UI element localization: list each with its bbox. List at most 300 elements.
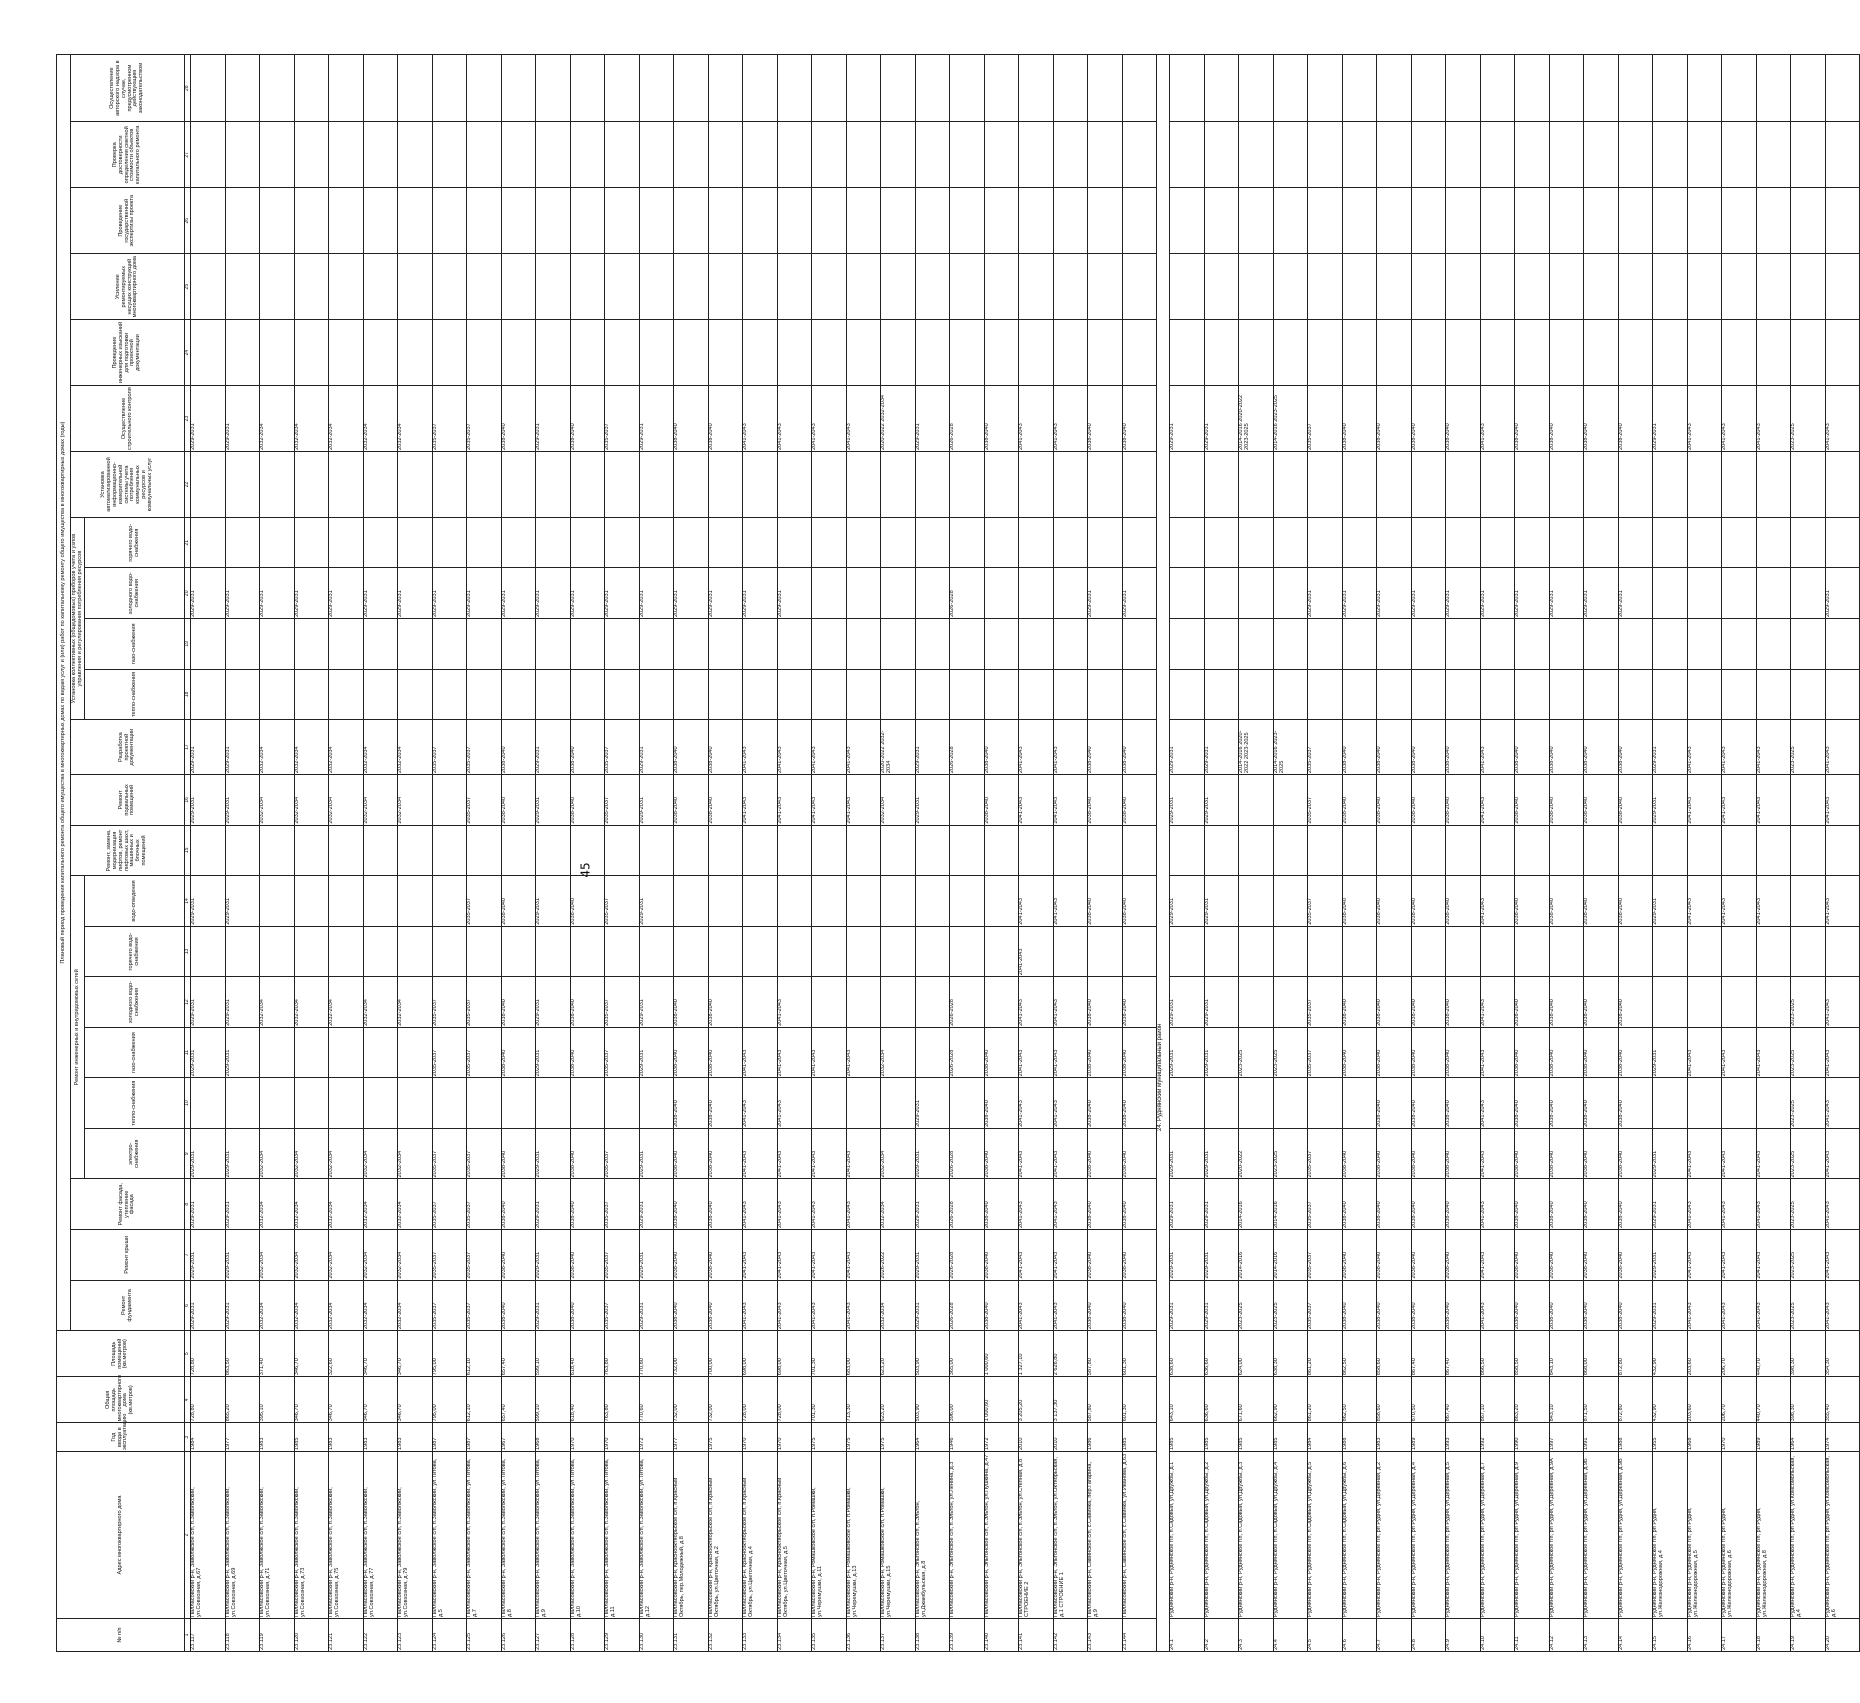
cell-c7: 2029-2031 [1170,1230,1205,1281]
cell-c9: 2038-2040 [1584,1128,1619,1179]
cell-c12: 2038-2040 [570,977,605,1028]
cell-c14 [881,876,916,927]
header-networks: Ремонт инженерных и внутридомовых сетей [71,876,85,1179]
cell-total: 3 205,20 [1019,1377,1054,1423]
cell-no: 23.128 [570,1619,605,1652]
cell-c23: 2038-2040 [1584,386,1619,452]
cell-c10 [225,1078,260,1129]
cell-c12: 2029-2031 [536,977,571,1028]
cell-c6: 2041-2043 [1019,1280,1054,1331]
column-number: 21 [185,517,191,568]
cell-c18 [777,669,812,720]
column-number: 18 [185,669,191,720]
cell-c16: 2032-2034 [260,775,295,826]
page-number: 45 [578,862,593,878]
cell-c13 [743,926,778,977]
cell-c21 [950,517,985,568]
table-row [1170,55,1205,1652]
cell-c27 [1584,122,1619,188]
cell-c27 [1722,122,1757,188]
cell-c9: 2041-2043 [846,1128,881,1179]
cell-c14: 2038-2040 [1618,876,1653,927]
cell-c6: 2029-2031 [915,1280,950,1331]
cell-c9: 2041-2043 [743,1128,778,1179]
cell-c24 [1756,320,1791,386]
cell-c25 [536,254,571,320]
cell-c24 [605,320,640,386]
cell-addr: Палласовский р-н, Ромашковское с/п, п.Ромашки, ул.Черемушки, д.11 [812,1451,847,1618]
cell-c6: 2041-2043 [777,1280,812,1331]
cell-c28 [1722,55,1757,122]
cell-c13 [398,926,433,977]
cell-c10 [1653,1078,1688,1129]
cell-c26 [1342,188,1377,254]
cell-c13 [1653,926,1688,977]
table-row [225,55,260,1652]
cell-c21 [1825,517,1860,568]
cell-c10 [1687,1078,1722,1129]
cell-c8: 2038-2040 [1515,1179,1550,1230]
cell-c21 [570,517,605,568]
cell-c22 [1791,452,1826,518]
cell-year: 1988 [1618,1423,1653,1452]
cell-c27 [984,122,1019,188]
cell-no: 24.20 [1825,1619,1860,1652]
cell-c22 [984,452,1019,518]
cell-c15 [1653,825,1688,876]
cell-c13: 2041-2043 [1019,926,1054,977]
cell-c8: 2032-2034 [260,1179,295,1230]
cell-addr: Палласовский р-н, Заволжское с/п, п.Заволжский, ул.Титова, д.5 [432,1451,467,1618]
cell-c25 [1480,254,1515,320]
cell-c20 [1239,568,1274,619]
cell-c27 [260,122,295,188]
column-number: 9 [185,1128,191,1179]
table-row [1618,55,1653,1652]
cell-c20: 2029-2031 [570,568,605,619]
header-m-hot: горячего водо-снабжения [85,517,185,568]
cell-c24 [432,320,467,386]
cell-total: 657,40 [501,1377,536,1423]
cell-c23: 2041-2043 [1053,386,1088,452]
cell-total: 601,30 [1122,1377,1157,1423]
cell-c14: 2029-2031 [225,876,260,927]
column-number: 7 [185,1230,191,1281]
cell-c6: 2038-2040 [984,1280,1019,1331]
table-row [1239,55,1274,1652]
cell-c18 [536,669,571,720]
header-cold: холодного водо-снабжения [85,977,185,1028]
cell-c28 [777,55,812,122]
cell-c6: 2032-2034 [294,1280,329,1331]
cell-c20: 2029-2031 [1088,568,1123,619]
cell-c7: 2038-2040 [674,1230,709,1281]
cell-c14 [398,876,433,927]
cell-c27 [1308,122,1343,188]
cell-c25 [1053,254,1088,320]
cell-c13 [225,926,260,977]
cell-c7: 2014-2016 [1273,1230,1308,1281]
cell-no: 23.126 [501,1619,536,1652]
cell-area: 700,00 [708,1331,743,1377]
cell-c25 [1584,254,1619,320]
cell-c14: 2041-2043 [1687,876,1722,927]
cell-c15 [1756,825,1791,876]
cell-c11: 2038-2040 [1446,1027,1481,1078]
cell-c15 [1480,825,1515,876]
cell-c21 [743,517,778,568]
cell-c15 [846,825,881,876]
cell-c28 [846,55,881,122]
table-row [1756,55,1791,1652]
cell-c17: 2041-2043 [1722,720,1757,775]
cell-c7: 2029-2031 [191,1230,226,1281]
cell-total: 503,90 [915,1377,950,1423]
cell-c27 [501,122,536,188]
cell-c17: 2038-2040 [1549,720,1584,775]
cell-c9: 2032-2034 [398,1128,433,1179]
table-row [191,55,226,1652]
cell-c11: 2038-2040 [501,1027,536,1078]
cell-c10 [1756,1078,1791,1129]
table-row [501,55,536,1652]
cell-c26 [1170,188,1205,254]
cell-c24 [1053,320,1088,386]
cell-c27 [467,122,502,188]
cell-c18 [881,669,916,720]
section-row [1157,55,1170,1652]
cell-c21 [536,517,571,568]
cell-year: 1964 [1791,1423,1826,1452]
cell-addr: Руднянский р-н, Руднянское г/п, рп Рудня, ул.Комсомольская, д.4 [1791,1451,1826,1618]
cell-c11: 2041-2043 [812,1027,847,1078]
cell-c22 [1411,452,1446,518]
cell-c15 [1088,825,1123,876]
cell-c18 [1687,669,1722,720]
cell-c23: 2041-2043 [846,386,881,452]
cell-c21 [1122,517,1157,568]
cell-addr: Палласовский р-н, Савинское с/п, с.Савинка, ул.Иванова, д.63 [1122,1451,1157,1618]
cell-c6: 2038-2040 [674,1280,709,1331]
cell-c23: 2035-2037 [1308,386,1343,452]
cell-c28 [1019,55,1054,122]
cell-c22 [329,452,364,518]
cell-c14 [329,876,364,927]
cell-c15 [1411,825,1446,876]
cell-c27 [294,122,329,188]
cell-c26 [1756,188,1791,254]
cell-c23: 2029-2031 [191,386,226,452]
cell-c17: 2038-2040 [984,720,1019,775]
cell-c25 [605,254,640,320]
cell-year: 1975 [846,1423,881,1452]
cell-c21 [1687,517,1722,568]
cell-c21 [432,517,467,568]
cell-c12: 2029-2031 [1204,977,1239,1028]
cell-c22 [1239,452,1274,518]
cell-c22 [1480,452,1515,518]
cell-c16: 2032-2034 [294,775,329,826]
cell-c20: 2029-2031 [674,568,709,619]
table-row [432,55,467,1652]
cell-addr: Палласовский р-н, Заволжское с/п, п.Заволжский, ул.Совхозная, д.73 [294,1451,329,1618]
cell-c11: 2038-2040 [1549,1027,1584,1078]
cell-c9: 2029-2031 [1170,1128,1205,1179]
cell-c22 [363,452,398,518]
cell-no: 23.138 [915,1619,950,1652]
cell-c28 [1446,55,1481,122]
cell-c9: 2029-2031 [191,1128,226,1179]
cell-c22 [743,452,778,518]
cell-c24 [260,320,295,386]
cell-c23: 2029-2031 [639,386,674,452]
section-title: 24. Руднянский муниципальный район [1157,55,1170,1652]
cell-c7: 2032-2034 [363,1230,398,1281]
cell-c20 [1053,568,1088,619]
cell-c28 [1515,55,1550,122]
cell-c8: 2041-2043 [1687,1179,1722,1230]
column-number: 17 [185,720,191,775]
cell-c26 [1515,188,1550,254]
cell-c21 [1791,517,1826,568]
cell-c27 [191,122,226,188]
cell-c18 [950,669,985,720]
cell-c7: 2041-2043 [1019,1230,1054,1281]
cell-c11: 2029-2031 [1653,1027,1688,1078]
cell-c27 [1239,122,1274,188]
cell-c10: 2038-2040 [984,1078,1019,1129]
cell-c9: 2041-2043 [812,1128,847,1179]
cell-c20 [846,568,881,619]
cell-c12: 2032-2034 [260,977,295,1028]
cell-c10: 2038-2040 [1549,1078,1584,1129]
cell-c25 [777,254,812,320]
cell-year: 1990 [1515,1423,1550,1452]
cell-c11: 2029-2031 [536,1027,571,1078]
cell-addr: Руднянский р-н, Руднянское г/п, п.Садовый, ул.Дружбы, д.1 [1170,1451,1205,1618]
cell-c28 [812,55,847,122]
cell-c15 [225,825,260,876]
header-total-area: Общая площадь многоквартирного дома (кв.метров) [57,1377,185,1423]
cell-c27 [1170,122,1205,188]
cell-c22 [467,452,502,518]
column-number: 20 [185,568,191,619]
cell-c20: 2029-2031 [708,568,743,619]
cell-year: 1992 [1480,1423,1515,1452]
cell-c24 [1653,320,1688,386]
cell-c24 [1722,320,1757,386]
cell-c19 [777,619,812,670]
cell-c11: 2038-2040 [1122,1027,1157,1078]
cell-area: 867,40 [1411,1331,1446,1377]
cell-c10 [501,1078,536,1129]
cell-c28 [1377,55,1412,122]
cell-c8: 2029-2031 [1653,1179,1688,1230]
cell-c27 [812,122,847,188]
cell-c9: 2038-2040 [1549,1128,1584,1179]
cell-c16: 2035-2037 [1308,775,1343,826]
cell-no: 23.137 [881,1619,916,1652]
cell-c21 [846,517,881,568]
cell-c19 [225,619,260,670]
cell-c27 [1653,122,1688,188]
cell-c19 [881,619,916,670]
cell-area: 858,50 [1515,1331,1550,1377]
cell-c19 [1411,619,1446,670]
cell-c14 [260,876,295,927]
cell-c26 [1088,188,1123,254]
table-row [1088,55,1123,1652]
cell-c6: 2038-2040 [1584,1280,1619,1331]
cell-c26 [846,188,881,254]
table-row [1584,55,1619,1652]
cell-total: 728,80 [191,1377,226,1423]
cell-area: 638,60 [1170,1331,1205,1377]
cell-c12: 2026-2028 [950,977,985,1028]
cell-c19 [846,619,881,670]
cell-c28 [1122,55,1157,122]
cell-c7: 2038-2040 [1122,1230,1157,1281]
cell-c15 [398,825,433,876]
cell-c10: 2041-2043 [1480,1078,1515,1129]
cell-c26 [743,188,778,254]
cell-c18 [1791,669,1826,720]
cell-c12: 2032-2034 [363,977,398,1028]
cell-c28 [915,55,950,122]
cell-c27 [950,122,985,188]
column-number: 15 [185,825,191,876]
cell-year: 1997 [1549,1423,1584,1452]
cell-area: 354,30 [1825,1331,1860,1377]
cell-c11: 2038-2040 [1411,1027,1446,1078]
cell-c11: 2038-2040 [1515,1027,1550,1078]
cell-c23: 2038-2040 [674,386,709,452]
cell-c18 [1204,669,1239,720]
cell-c18 [1756,669,1791,720]
cell-c11: 2041-2043 [777,1027,812,1078]
header-roof: Ремонт крыши [71,1230,185,1281]
cell-c10: 2041-2043 [1019,1078,1054,1129]
cell-c15 [812,825,847,876]
cell-c25 [1756,254,1791,320]
cell-c28 [1053,55,1088,122]
cell-total: 728,00 [743,1377,778,1423]
cell-c17: 2029-2031 [1653,720,1688,775]
cell-c21 [1088,517,1123,568]
cell-c15 [777,825,812,876]
cell-c10 [260,1078,295,1129]
cell-c6: 2029-2031 [639,1280,674,1331]
cell-c21 [225,517,260,568]
cell-c13 [191,926,226,977]
cell-c22 [1308,452,1343,518]
cell-c26 [1722,188,1757,254]
cell-c26 [1480,188,1515,254]
cell-total: 795,00 [432,1377,467,1423]
cell-c16: 2038-2040 [1549,775,1584,826]
cell-area: 599,10 [536,1331,571,1377]
cell-c9: 2023-2025 [1273,1128,1308,1179]
cell-c7: 2035-2037 [467,1230,502,1281]
cell-c6: 2038-2040 [570,1280,605,1331]
cell-c21 [777,517,812,568]
cell-c10 [1239,1078,1274,1129]
cell-c23: 2041-2043 [1756,386,1791,452]
cell-addr: Руднянский р-н, Руднянское г/п, п.Садовый, ул.Дружбы, д.3 [1239,1451,1274,1618]
cell-c11: 2038-2040 [708,1027,743,1078]
cell-no: 23.125 [467,1619,502,1652]
cell-c6: 2023-2025 [1791,1280,1826,1331]
column-number: 1 [185,1619,191,1652]
cell-c16: 2032-2034 [881,775,916,826]
cell-c18 [1515,669,1550,720]
cell-c12: 2041-2043 [777,977,812,1028]
cell-c11: 2038-2040 [1584,1027,1619,1078]
cell-c21 [1756,517,1791,568]
cell-year: 1977 [674,1423,709,1452]
cell-c24 [1515,320,1550,386]
cell-c12: 2023-2025 [1791,977,1826,1028]
cell-c9: 2026-2028 [950,1128,985,1179]
header-lift: Ремонт, замена, модернизация лифтов, ремонт лифтовых шахт, машинных и блочных помещений [71,825,185,876]
cell-no: 23.122 [363,1619,398,1652]
column-number: 23 [185,386,191,452]
cell-year: 1991 [1584,1423,1619,1452]
cell-c22 [1273,452,1308,518]
cell-c19 [812,619,847,670]
cell-c18 [467,669,502,720]
cell-c25 [1377,254,1412,320]
cell-c22 [1088,452,1123,518]
cell-area: 683,00 [846,1331,881,1377]
cell-c10: 2041-2043 [743,1078,778,1129]
cell-c16: 2032-2034 [398,775,433,826]
cell-c22 [915,452,950,518]
cell-c14 [1273,876,1308,927]
cell-c20: 2029-2031 [1122,568,1157,619]
cell-c17: 2029-2031 [191,720,226,775]
cell-c16: 2029-2031 [639,775,674,826]
header-address: Адрес многоквартирного дома [57,1451,185,1618]
cell-c17: 2041-2043 [1480,720,1515,775]
cell-no: 23.121 [329,1619,364,1652]
cell-year: 1993 [1446,1423,1481,1452]
cell-c18 [605,669,640,720]
cell-c15 [363,825,398,876]
cell-c25 [1825,254,1860,320]
cell-c10 [432,1078,467,1129]
cell-area: 770,80 [639,1331,674,1377]
cell-addr: Руднянский р-н, Руднянское г/п, п.Садовый, ул.Дружбы, д.5 [1308,1451,1343,1618]
cell-c12: 2041-2043 [1053,977,1088,1028]
cell-no: 23.120 [294,1619,329,1652]
cell-c17: 2038-2040 [708,720,743,775]
cell-c12: 2038-2040 [1549,977,1584,1028]
cell-c14: 2041-2043 [1722,876,1757,927]
cell-c20: 2029-2031 [225,568,260,619]
cell-c9: 2038-2040 [1122,1128,1157,1179]
cell-c13 [536,926,571,977]
cell-no: 23.139 [950,1619,985,1652]
cell-c19 [467,619,502,670]
column-number: 3 [185,1423,191,1452]
cell-c27 [1549,122,1584,188]
cell-c28 [674,55,709,122]
cell-addr: Палласовский р-н, Заволжское с/п, п.Заволжский, ул.Совхозная, д.69 [225,1451,260,1618]
cell-addr: Руднянский р-н, Руднянское г/п, рп Рудня, ул.Железнодорожная, д.6 [1722,1451,1757,1618]
cell-c16: 2041-2043 [812,775,847,826]
table-row [294,55,329,1652]
